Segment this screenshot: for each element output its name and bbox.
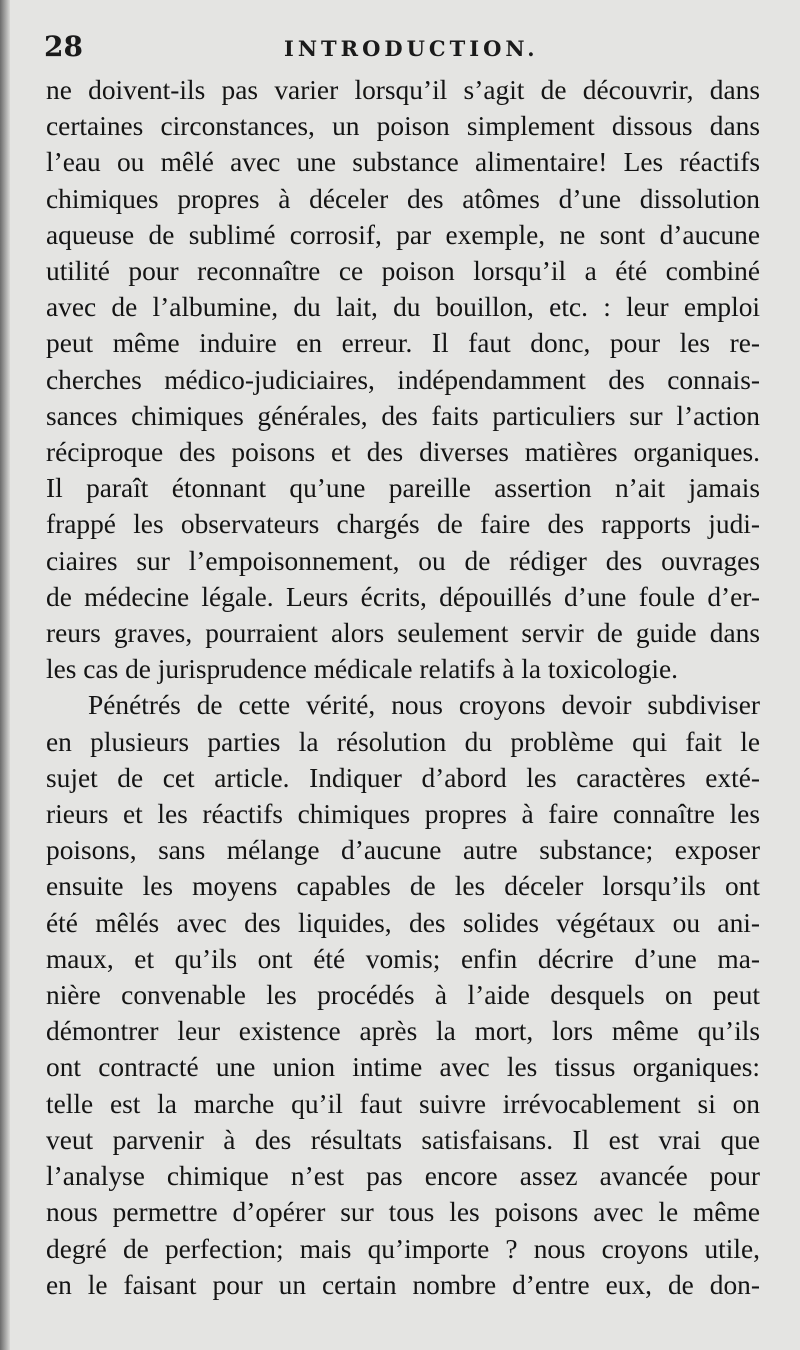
text-line: nière convenable les procédés à l’aide desquels on peut (46, 980, 760, 1011)
text-line: degré de perfection; mais qu’importe ? nous croyons utile, (46, 1233, 760, 1264)
page-header (44, 30, 770, 70)
page-edge-shadow (0, 0, 10, 1350)
text-line: les cas de jurisprudence médicale relatifs à la toxicologie. (46, 654, 679, 685)
text-line: ne doivent-ils pas varier lorsqu’il s’agit de découvrir, dans (46, 75, 760, 105)
text-line: ciaires sur l’empoisonnement, ou de rédiger des ouvrages (46, 545, 760, 576)
page-number: 28 (44, 30, 83, 63)
text-line: en le faisant pour un certain nombre d’entre eux, de don- (46, 1269, 760, 1300)
text-line: de médecine légale. Leurs écrits, dépouillés d’une foule d’er- (46, 581, 760, 612)
text-line: Pénétrés de cette vérité, nous croyons devoir subdiviser (88, 690, 760, 721)
text-line: peut même induire en erreur. Il faut donc, pour les re- (46, 328, 760, 359)
body-text (46, 72, 760, 1303)
text-line: cherches médico-judiciaires, indépendamment des connais- (46, 364, 760, 395)
text-line: l’eau ou mêlé avec une substance alimentaire! Les réactifs (46, 147, 760, 178)
running-head: INTRODUCTION. (284, 36, 539, 61)
text-line: rieurs et les réactifs chimiques propres à faire connaître les (46, 799, 760, 830)
text-line: sujet de cet article. Indiquer d’abord les caractères exté- (46, 762, 760, 793)
text-line: ont contracté une union intime avec les tissus organiques: (46, 1052, 760, 1083)
text-line: été mêlés avec des liquides, des solides végétaux ou ani- (46, 907, 760, 938)
text-line: poisons, sans mélange d’aucune autre substance; exposer (46, 835, 760, 866)
text-line: l’analyse chimique n’est pas encore assez avancée pour (46, 1161, 760, 1192)
text-line: frappé les observateurs chargés de faire des rapports judi- (46, 509, 760, 540)
text-line: chimiques propres à déceler des atômes d’une dissolution (46, 183, 760, 214)
text-line: maux, et qu’ils ont été vomis; enfin décrire d’une ma- (46, 943, 760, 974)
text-line: Il paraît étonnant qu’une pareille assertion n’ait jamais (46, 473, 760, 504)
text-line: veut parvenir à des résultats satisfaisans. Il est vrai que (46, 1124, 760, 1155)
paragraph-1 (46, 72, 760, 687)
text-line: utilité pour reconnaître ce poison lorsqu’il a été combiné (46, 256, 760, 287)
text-line: sances chimiques générales, des faits particuliers sur l’action (46, 400, 760, 431)
paragraph-2 (46, 687, 760, 1302)
text-line: nous permettre d’opérer sur tous les poisons avec le même (46, 1197, 760, 1228)
text-line: aqueuse de sublimé corrosif, par exemple, ne sont d’aucune (46, 219, 760, 250)
text-line: réciproque des poisons et des diverses matières organiques. (46, 437, 760, 468)
text-line: certaines circonstances, un poison simplement dissous dans (46, 111, 760, 142)
text-line: ensuite les moyens capables de les déceler lorsqu’ils ont (46, 871, 760, 902)
text-line: reurs graves, pourraient alors seulement servir de guide dans (46, 618, 760, 649)
text-line: avec de l’albumine, du lait, du bouillon, etc. : leur emploi (46, 292, 760, 323)
text-line: en plusieurs parties la résolution du problème qui fait le (46, 726, 760, 757)
text-line: telle est la marche qu’il faut suivre irrévocablement si on (46, 1088, 760, 1119)
text-line: démontrer leur existence après la mort, lors même qu’ils (46, 1016, 760, 1047)
